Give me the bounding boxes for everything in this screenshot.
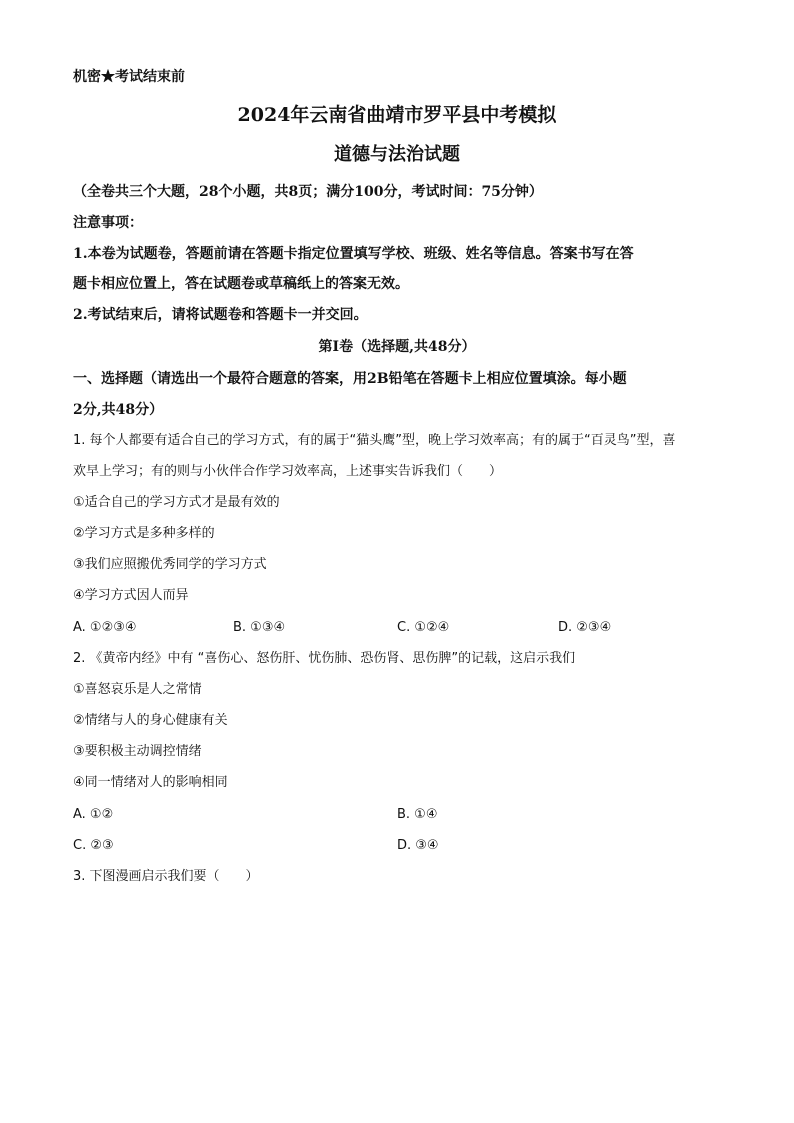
q2-item-1: ①喜怒哀乐是人之常情: [73, 682, 202, 697]
q1-item-2: ②学习方式是多种多样的: [73, 526, 215, 541]
volume-title: 第Ⅰ卷（选择题,共48分）: [318, 339, 476, 355]
q1-item-1: ①适合自己的学习方式才是最有效的: [73, 495, 280, 510]
note-1-line-1: 1.本卷为试题卷，答题前请在答题卡指定位置填写学校、班级、姓名等信息。答案书写在答: [73, 246, 634, 262]
q1-option-c: C. ①②④: [397, 620, 450, 635]
q3-stem: 3. 下图漫画启示我们要（ ）: [73, 869, 259, 884]
q2-stem: 2. 《黄帝内经》中有 “喜伤心、怒伤肝、忧伤肺、恐伤肾、思伤脾”的记载，这启示我们: [73, 651, 576, 666]
q2-option-b: B. ①④: [397, 807, 438, 822]
q2-item-4: ④同一情绪对人的影响相同: [73, 775, 228, 790]
q2-item-3: ③要积极主动调控情绪: [73, 744, 202, 759]
q1-item-4: ④学习方式因人而异: [73, 588, 189, 603]
part-heading-line-1: 一、选择题（请选出一个最符合题意的答案，用2B铅笔在答题卡上相应位置填涂。每小题: [73, 371, 627, 387]
q1-stem-line-2: 欢早上学习；有的则与小伙伴合作学习效率高，上述事实告诉我们（ ）: [73, 464, 503, 479]
exam-subtitle: 道德与法治试题: [334, 144, 460, 165]
part-heading-line-2: 2分,共48分）: [73, 402, 164, 418]
notes-heading: 注意事项：: [73, 215, 143, 231]
q1-stem-line-1: 1. 每个人都要有适合自己的学习方式，有的属于“猫头鹰”型，晚上学习效率高；有的属于“百灵鸟”型，喜: [73, 433, 676, 448]
note-2: 2.考试结束后，请将试题卷和答题卡一并交回。: [73, 307, 368, 323]
q1-option-b: B. ①③④: [233, 620, 286, 635]
q2-option-a: A. ①②: [73, 807, 114, 822]
q2-item-2: ②情绪与人的身心健康有关: [73, 713, 228, 728]
q2-option-c: C. ②③: [73, 838, 114, 853]
q2-option-d: D. ③④: [397, 838, 439, 853]
q1-option-d: D. ②③④: [558, 620, 612, 635]
exam-info: （全卷共三个大题，28个小题，共8页；满分100分，考试时间：75分钟）: [73, 184, 543, 200]
q1-option-a: A. ①②③④: [73, 620, 137, 635]
q1-item-3: ③我们应照搬优秀同学的学习方式: [73, 557, 267, 572]
exam-title: 2024年云南省曲靖市罗平县中考模拟: [237, 104, 557, 126]
confidential-label: 机密★考试结束前: [73, 69, 185, 85]
note-1-line-2: 题卡相应位置上，答在试题卷或草稿纸上的答案无效。: [73, 276, 409, 292]
